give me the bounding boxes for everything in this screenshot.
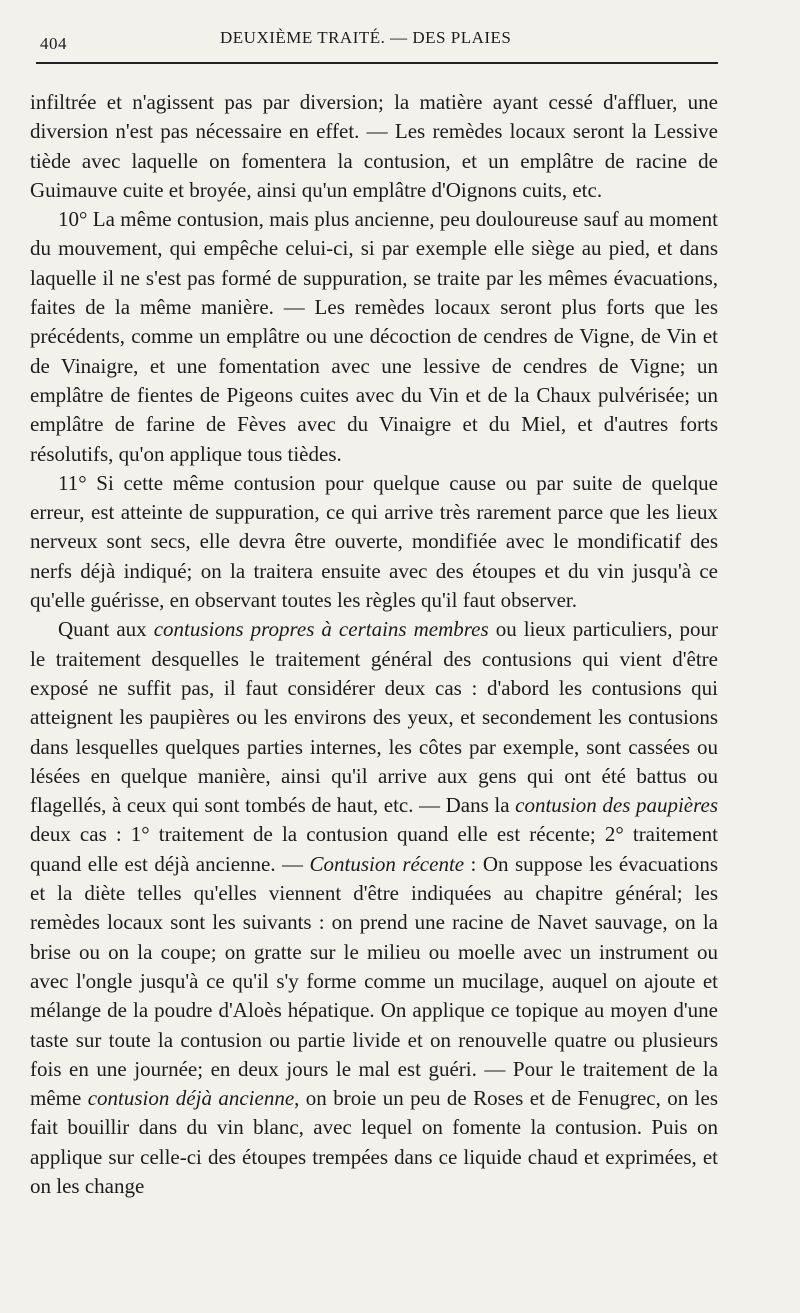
page-number: 404 — [40, 34, 67, 53]
paragraph — [30, 469, 718, 615]
page-header — [30, 20, 718, 60]
paragraph — [30, 615, 718, 1201]
text-run: 10° La même contusion, mais plus ancienne, peu douloureuse sauf au moment du mouvement, qui empêche celui-ci, si par exemple elle siège au pied, et dans laquelle il ne s'est pas formé de suppuration, se traite par les mêmes évacuations, faites de la même manière. — Les remèdes locaux seront plus forts que les précédents, comme un emplâtre ou une décoction de cendres de Vigne, de Vin et de Vinaigre, et une fomentation avec une lessive de cendres de Vigne; un emplâtre de fientes de Pigeons cuites avec du Vin et de la Chaux pulvérisée; un emplâtre de farine de Fèves avec du Vinaigre et du Miel, et d'autres forts résolutifs, qu'on applique tous tièdes. — [30, 207, 718, 466]
text-run: deux cas : 1° traitement de la contusion quand elle est récente; 2° traitement quand elle est déjà ancienne. — — [30, 822, 718, 876]
running-head: DEUXIÈME TRAITÉ. — DES PLAIES — [220, 28, 512, 47]
italic-phrase: contusions propres à certains membres — [153, 617, 489, 642]
body-text — [30, 88, 718, 1201]
text-run: Quant aux — [58, 617, 154, 642]
header-rule — [36, 62, 718, 64]
book-page — [30, 20, 718, 1300]
italic-phrase: contusion des paupières — [515, 793, 718, 818]
text-run: : On suppose les évacuations et la diète telles qu'elles viennent d'être indiquées au chapitre général; les remèdes locaux sont les suivants : on prend une racine de Navet sauvage, on la brise ou on la coupe; on gratte sur le milieu ou moelle avec un instrument ou avec l'ongle jusqu'à ce qu'il s'y forme comme un mucilage, auquel on ajoute et mélange de la poudre d'Aloès hépatique. On applique ce topique au moyen d'une taste sur toute la contusion ou partie livide et on renouvelle quatre ou plusieurs fois en une journée; en deux jours le mal est guéri. — Pour le traitement de la même — [30, 851, 718, 1111]
paragraph — [30, 88, 718, 205]
italic-phrase: contusion déjà ancienne — [87, 1086, 295, 1111]
text-run: , on broie un peu de Roses et de Fenugrec, on les fait bouillir dans du vin blanc, avec lequel on fomente la contusion. Puis on applique sur celle-ci des étoupes trempées dans ce liquide chaud et exprimées, et on les change — [30, 1086, 719, 1198]
paragraph — [30, 205, 718, 469]
text-run: infiltrée et n'agissent pas par diversion; la matière ayant cessé d'affluer, une diversion n'est pas nécessaire en effet. — Les remèdes locaux seront la Lessive tiède avec laquelle on fomentera la contusion, et un emplâtre de racine de Guimauve cuite et broyée, ainsi qu'un emplâtre d'Oignons cuits, etc. — [30, 90, 718, 202]
italic-phrase: Contusion récente — [309, 851, 465, 876]
text-run: ou lieux particuliers, pour le traitement desquelles le traitement général des contusions qui vient d'être exposé ne suffit pas, il faut considérer deux cas : d'abord les contusions qui atteignent les paupières ou les environs des yeux, et secondement les contusions dans lesquelles quelques parties internes, les côtes par exemple, sont cassées ou lésées en quelque manière, ainsi qu'il arrive aux gens qui ont été battus ou flagellés, à ceux qui sont tombés de haut, etc. — Dans la — [30, 617, 718, 818]
text-run: 11° Si cette même contusion pour quelque cause ou par suite de quelque erreur, est atteinte de suppuration, ce qui arrive très rarement parce que les lieux nerveux sont secs, elle devra être ouverte, mondifiée avec le mondificatif des nerfs déjà indiqué; on la traitera ensuite avec des étoupes et du vin jusqu'à ce qu'elle guérisse, en observant toutes les règles qu'il faut observer. — [30, 470, 718, 613]
